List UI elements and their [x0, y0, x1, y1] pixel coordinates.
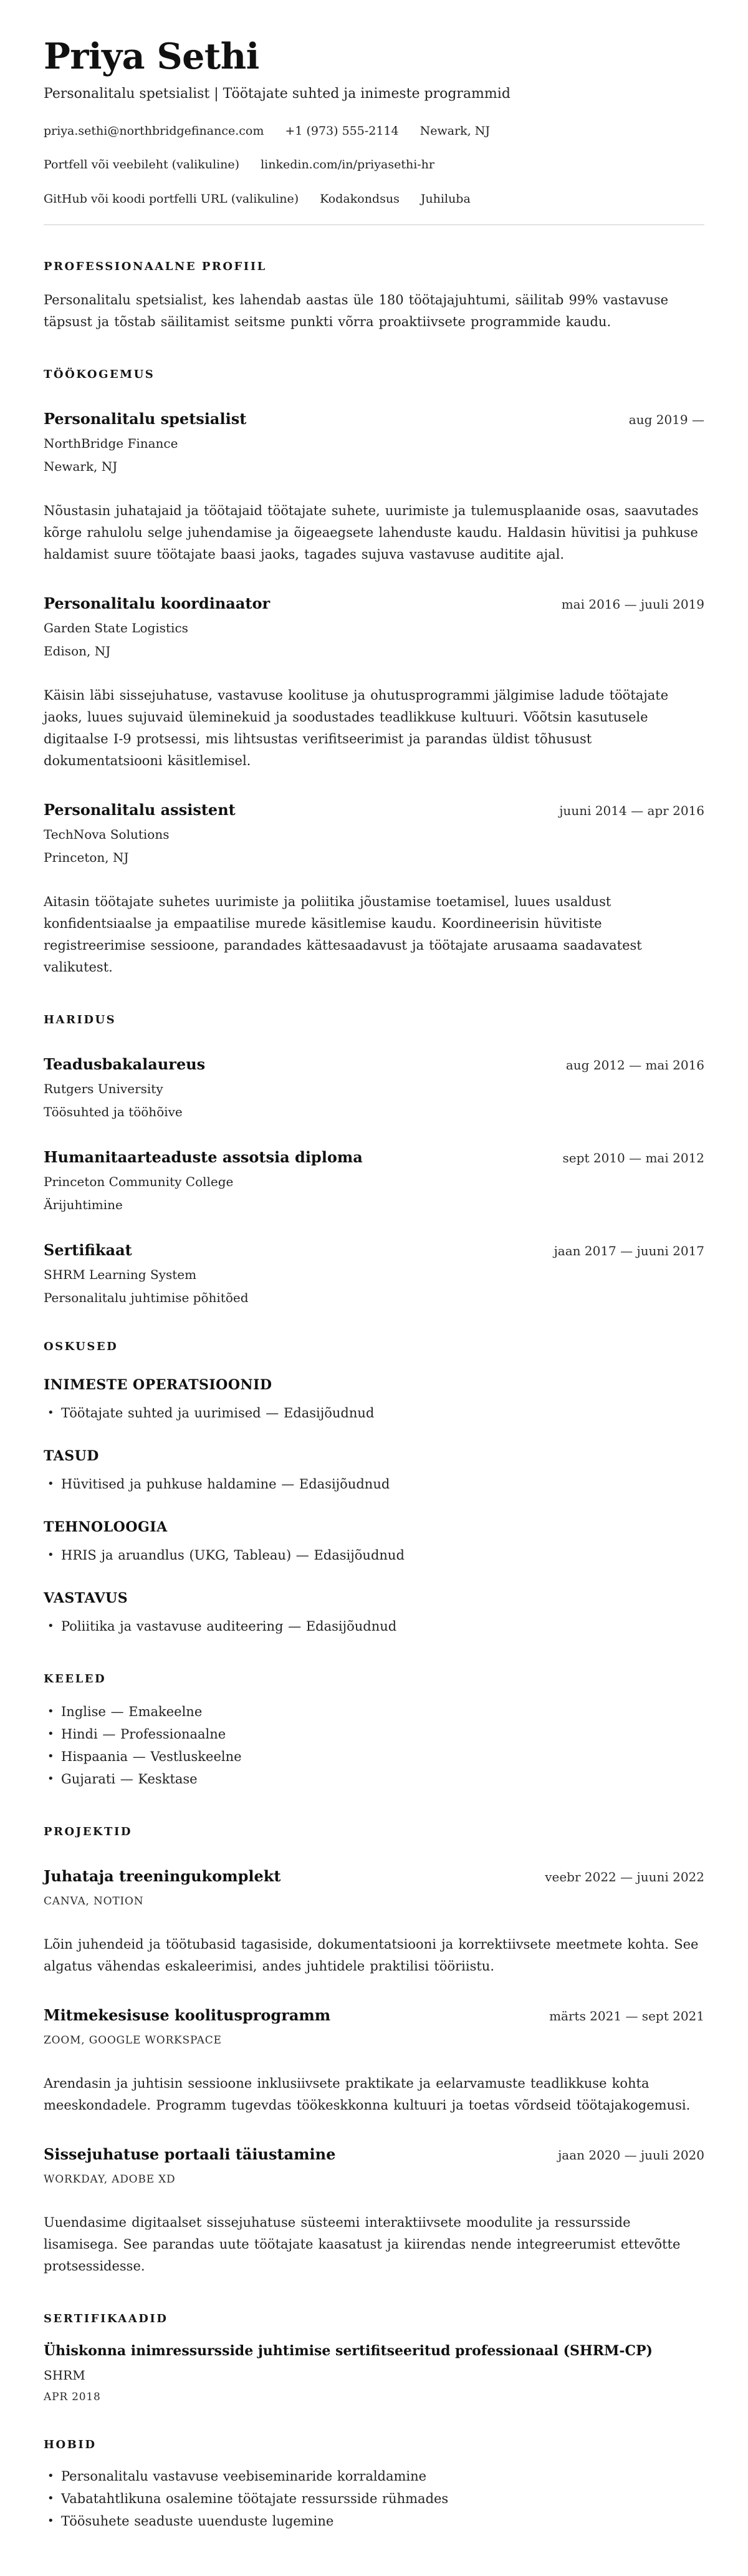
skill-item: • Töötajate suhted ja uurimised — Edasijõudnud — [44, 1402, 704, 1424]
education-degree: Sertifikaat — [44, 1240, 132, 1259]
education-field: Personalitalu juhtimise põhitõed — [44, 1290, 249, 1305]
education-header — [44, 1055, 704, 1073]
job-company: TechNova Solutions — [44, 826, 170, 842]
section-projects — [44, 1825, 704, 2277]
job-title: Personalitalu spetsialist — [44, 409, 247, 428]
job-location: Edison, NJ — [44, 643, 111, 658]
section-education — [44, 1013, 704, 1305]
skill-group-name: INIMESTE OPERATSIOONID — [44, 1376, 272, 1393]
section-certifications — [44, 2312, 704, 2403]
headline: Personalitalu spetsialist | Töötajate suhted ja inimeste programmid — [44, 85, 511, 102]
project-header — [44, 2145, 704, 2163]
job-description: Käisin läbi sissejuhatuse, vastavuse koolituse ja ohutusprogrammi jälgimise ladude töötajate jaoks, luues sujuvaid üleminekuid ja soodustades teadlikkuse kultuuri. Võõtsin kasutusele digitaalse I-9 protsessi, mis lihtsustas verifitseerimist ja parandas üldist tõhusust dokumentatsiooni käsitlemisel. — [44, 687, 669, 768]
skill-list — [44, 1473, 704, 1495]
skill-list — [44, 1544, 704, 1566]
location-text: Newark, NJ — [420, 123, 490, 138]
skill-group-name: TEHNOLOOGIA — [44, 1518, 168, 1535]
skill-item: • Poliitika ja vastavuse auditeering — Edasijõudnud — [44, 1615, 704, 1638]
project-item — [44, 1867, 704, 1977]
skill-item: • Hüvitised ja puhkuse haldamine — Edasijõudnud — [44, 1473, 704, 1495]
education-dates: aug 2012 — mai 2016 — [565, 1057, 704, 1073]
job-description: Nõustasin juhatajaid ja töötajaid töötajate suhete, uurimiste ja tulemusplaanide osas, saavutades kõrge rahulolu selge juhendamise ja õigeaegsete lahenduste kaudu. Haldasin hüvitisi ja puhkuse haldamist suure töötajate baasi jaoks, tagades sujuva vastavuse auditite ajal. — [44, 503, 699, 562]
phone-text: +1 (973) 555-2114 — [285, 123, 399, 138]
hobby-item: • Personalitalu vastavuse veebiseminaride korraldamine — [44, 2465, 704, 2487]
section-hobbies — [44, 2438, 704, 2532]
project-dates: märts 2021 — sept 2021 — [549, 2008, 704, 2024]
job-item — [44, 594, 704, 772]
job-dates: juuni 2014 — apr 2016 — [559, 803, 704, 818]
job-item — [44, 410, 704, 566]
contact-row-2 — [44, 158, 704, 173]
education-degree: Teadusbakalaureus — [44, 1054, 206, 1073]
hobby-list — [44, 2465, 704, 2532]
skill-item: • HRIS ja aruandlus (UKG, Tableau) — Edasijõudnud — [44, 1544, 704, 1566]
job-title: Personalitalu koordinaator — [44, 594, 271, 612]
language-item: • Hindi — Professionaalne — [44, 1723, 704, 1745]
section-heading-profile: PROFESSIONAALNE PROFIIL — [44, 259, 267, 273]
section-heading-education: HARIDUS — [44, 1013, 117, 1026]
contact-row-3 — [44, 192, 704, 207]
language-item: • Hispaania — Vestluskeelne — [44, 1745, 704, 1768]
certification-issuer: SHRM — [44, 2367, 85, 2383]
section-heading-projects: PROJEKTID — [44, 1825, 132, 1838]
project-title: Mitmekesisuse koolitusprogramm — [44, 2005, 331, 2024]
education-item — [44, 1241, 704, 1305]
project-title: Sissejuhatuse portaali täiustamine — [44, 2144, 336, 2163]
certification-date: APR 2018 — [44, 2390, 101, 2403]
contact-info — [44, 124, 704, 207]
job-header — [44, 801, 704, 819]
drivers-license-label: Juhiluba — [420, 192, 471, 206]
project-tools: CANVA, NOTION — [44, 1894, 144, 1908]
education-dates: jaan 2017 — juuni 2017 — [554, 1243, 704, 1258]
education-header — [44, 1241, 704, 1259]
header-divider — [44, 224, 704, 225]
section-work — [44, 368, 704, 978]
education-item — [44, 1148, 704, 1212]
job-title: Personalitalu assistent — [44, 800, 236, 819]
job-dates: mai 2016 — juuli 2019 — [561, 596, 704, 612]
project-dates: jaan 2020 — juuli 2020 — [558, 2147, 704, 2163]
hobby-item: • Töösuhete seaduste uuenduste lugemine — [44, 2510, 704, 2532]
project-header — [44, 1867, 704, 1885]
section-languages — [44, 1672, 704, 1790]
project-description: Lõin juhendeid ja töötubasid tagasiside, dokumentatsiooni ja korrektiivsete meetmete kohta. See algatus vähendas eskaleerimisi, andes juhtidele praktilisi tööriistu. — [44, 1936, 699, 1974]
linkedin-text: linkedin.com/in/priyasethi-hr — [261, 158, 435, 172]
job-location: Princeton, NJ — [44, 849, 129, 865]
skill-group-name: VASTAVUS — [44, 1589, 128, 1606]
project-title: Juhataja treeningukomplekt — [44, 1866, 281, 1885]
job-dates: aug 2019 — — [628, 412, 704, 427]
project-description: Uuendasime digitaalset sissejuhatuse süsteemi interaktiivsete moodulite ja ressursside lisamisega. See parandas uute töötajate kaasatust ja kiirendas nende integreerumist ettevõtte protsessidesse. — [44, 2214, 681, 2274]
section-heading-skills: OSKUSED — [44, 1339, 118, 1353]
skill-list — [44, 1402, 704, 1424]
certification-item — [44, 2343, 704, 2403]
profile-text: Personalitalu spetsialist, kes lahendab aastas üle 180 töötajajuhtumi, säilitab 99% vastavuse täpsust ja tõstab säilitamist seitsme punkti võrra proaktiivsete programmide kaudu. — [44, 292, 669, 329]
citizenship-label: Kodakondsus — [320, 192, 400, 206]
section-heading-work: TÖÖKOGEMUS — [44, 367, 155, 381]
education-item — [44, 1055, 704, 1119]
contact-row-1 — [44, 124, 704, 139]
education-school: Rutgers University — [44, 1081, 163, 1096]
education-header — [44, 1148, 704, 1166]
github-label: GitHub või koodi portfelli URL (valikuline) — [44, 192, 299, 206]
skill-group-name: TASUD — [44, 1447, 99, 1464]
job-header — [44, 594, 704, 612]
project-header — [44, 2006, 704, 2024]
job-header — [44, 410, 704, 428]
portfolio-label: Portfell või veebileht (valikuline) — [44, 158, 240, 172]
hobby-item: • Vabatahtlikuna osalemine töötajate ressursside rühmades — [44, 2487, 704, 2510]
section-skills — [44, 1340, 704, 1638]
project-item — [44, 2006, 704, 2116]
education-field: Töösuhted ja tööhõive — [44, 1104, 183, 1119]
project-tools: ZOOM, GOOGLE WORKSPACE — [44, 2033, 222, 2047]
education-school: SHRM Learning System — [44, 1266, 197, 1282]
project-item — [44, 2145, 704, 2277]
job-description: Aitasin töötajate suhetes uurimiste ja poliitika jõustamise toetamisel, luues usaldust konfidentsiaalse ja empaatilise murede käsitlemise kaudu. Koordineerisin hüvitiste registreerimise sessioone, parandades kättesaadavust ja töötajate arusaama saadavatest valikutest. — [44, 894, 642, 975]
section-heading-languages: KEELED — [44, 1672, 107, 1686]
resume-header — [44, 36, 704, 225]
language-list — [44, 1700, 704, 1790]
person-name: Priya Sethi — [44, 36, 259, 77]
project-dates: veebr 2022 — juuni 2022 — [545, 1869, 704, 1884]
skill-list — [44, 1615, 704, 1638]
job-company: NorthBridge Finance — [44, 435, 178, 451]
education-field: Ärijuhtimine — [44, 1197, 123, 1212]
job-location: Newark, NJ — [44, 458, 118, 474]
section-profile — [44, 260, 704, 333]
language-item: • Gujarati — Kesktase — [44, 1768, 704, 1790]
email-text: priya.sethi@northbridgefinance.com — [44, 123, 264, 138]
project-tools: WORKDAY, ADOBE XD — [44, 2173, 176, 2186]
job-company: Garden State Logistics — [44, 620, 188, 635]
education-school: Princeton Community College — [44, 1174, 234, 1189]
project-description: Arendasin ja juhtisin sessioone inklusiivsete praktikate ja eelarvamuste teadlikkuse kohta meeskondadele. Programm tugevdas töökeskkonna kultuuri ja toetas võrdseid töötajakogemusi. — [44, 2075, 691, 2113]
section-heading-certifications: SERTIFIKAADID — [44, 2312, 168, 2325]
job-item — [44, 801, 704, 978]
language-item: • Inglise — Emakeelne — [44, 1700, 704, 1723]
education-dates: sept 2010 — mai 2012 — [562, 1150, 704, 1165]
section-heading-hobbies: HOBID — [44, 2438, 97, 2451]
education-degree: Humanitaarteaduste assotsia diploma — [44, 1147, 363, 1166]
certification-title: Ühiskonna inimressursside juhtimise sertifitseeritud professionaal (SHRM-CP) — [44, 2342, 653, 2359]
